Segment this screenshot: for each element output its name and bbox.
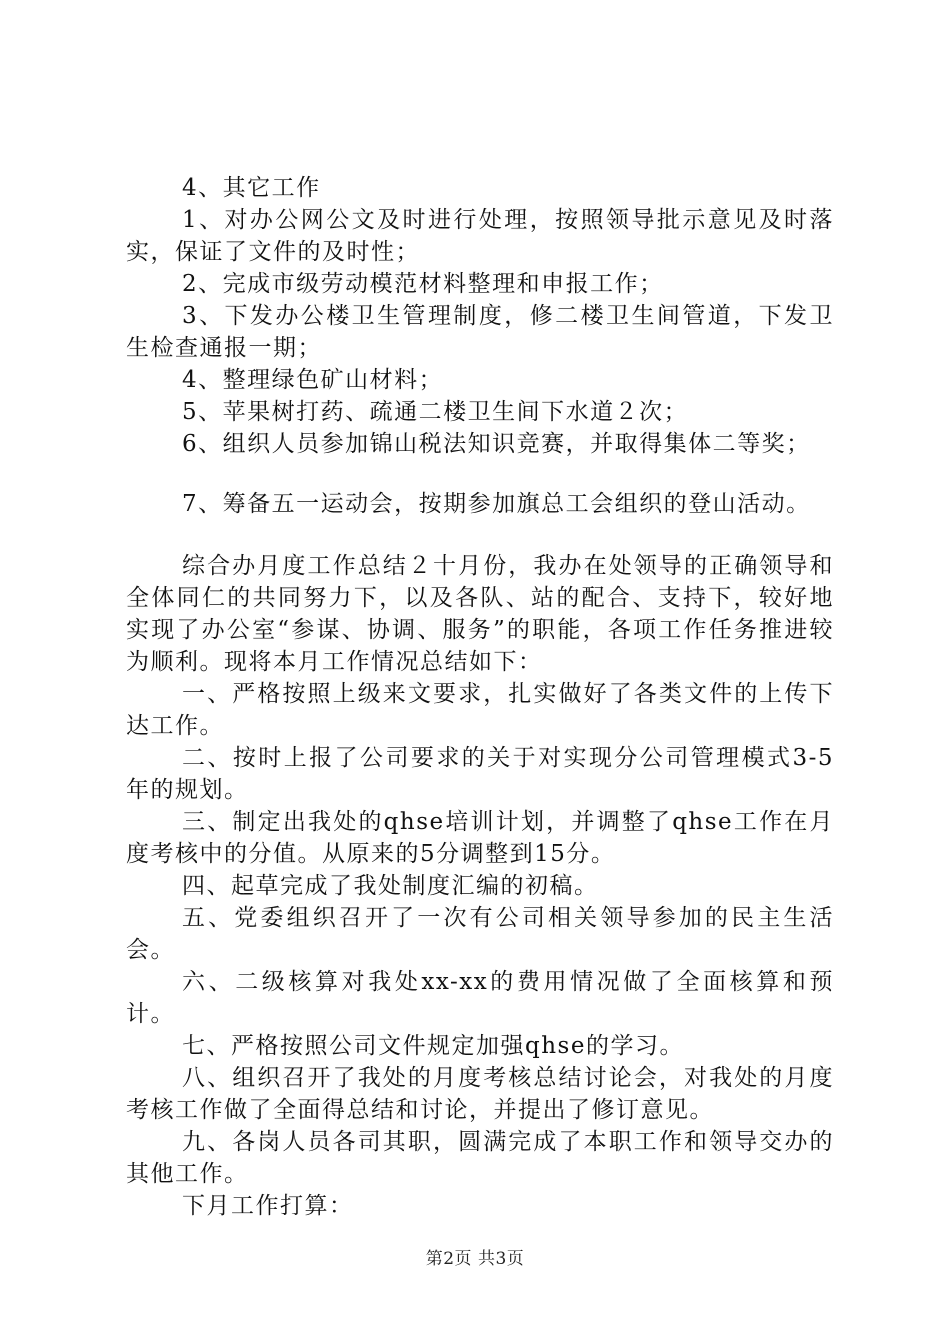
- list-item: 3、下发办公楼卫生管理制度，修二楼卫生间管道，下发卫生检查通报一期；: [126, 303, 834, 361]
- page-number-footer: 第2页 共3页: [425, 1249, 525, 1269]
- list-item: 1、对办公网公文及时进行处理，按照领导批示意见及时落实，保证了文件的及时性；: [126, 207, 834, 265]
- list-item: 七、严格按照公司文件规定加强qhse的学习。: [182, 1033, 684, 1059]
- list-item: 5、苹果树打药、疏通二楼卫生间下水道２次；: [182, 399, 689, 425]
- list-item: 4、整理绿色矿山材料；: [182, 367, 444, 393]
- list-item: 一、严格按照上级来文要求，扎实做好了各类文件的上传下达工作。: [126, 681, 834, 739]
- document-body: [126, 172, 834, 1222]
- list-item: 7、筹备五一运动会，按期参加旗总工会组织的登山活动。: [182, 491, 811, 517]
- summary-intro-paragraph: 综合办月度工作总结２十月份，我办在处领导的正确领导和全体同仁的共同努力下，以及各队、站的配合、支持下，较好地实现了办公室“参谋、协调、服务”的职能，各项工作任务推进较为顺利。现将本月工作情况总结如下：: [126, 553, 834, 675]
- list-item: 八、组织召开了我处的月度考核总结讨论会，对我处的月度考核工作做了全面得总结和讨论，并提出了修订意见。: [126, 1065, 834, 1123]
- list-item: 五、党委组织召开了一次有公司相关领导参加的民主生活会。: [126, 905, 834, 963]
- list-item: 2、完成市级劳动模范材料整理和申报工作；: [182, 271, 664, 297]
- list-item: 六、二级核算对我处xx-xx的费用情况做了全面核算和预计。: [126, 969, 834, 1027]
- list-item: 四、起草完成了我处制度汇编的初稿。: [182, 873, 599, 899]
- list-item: 二、按时上报了公司要求的关于对实现分公司管理模式3-5年的规划。: [126, 745, 834, 803]
- next-month-plan-heading: 下月工作打算：: [182, 1193, 354, 1219]
- list-item: 三、制定出我处的qhse培训计划，并调整了qhse工作在月度考核中的分值。从原来的5分调整到15分。: [126, 809, 834, 867]
- section-heading-other-work: 4、其它工作: [182, 175, 321, 201]
- list-item: 九、各岗人员各司其职，圆满完成了本职工作和领导交办的其他工作。: [126, 1129, 834, 1187]
- list-item: 6、组织人员参加锦山税法知识竞赛，并取得集体二等奖；: [182, 431, 811, 457]
